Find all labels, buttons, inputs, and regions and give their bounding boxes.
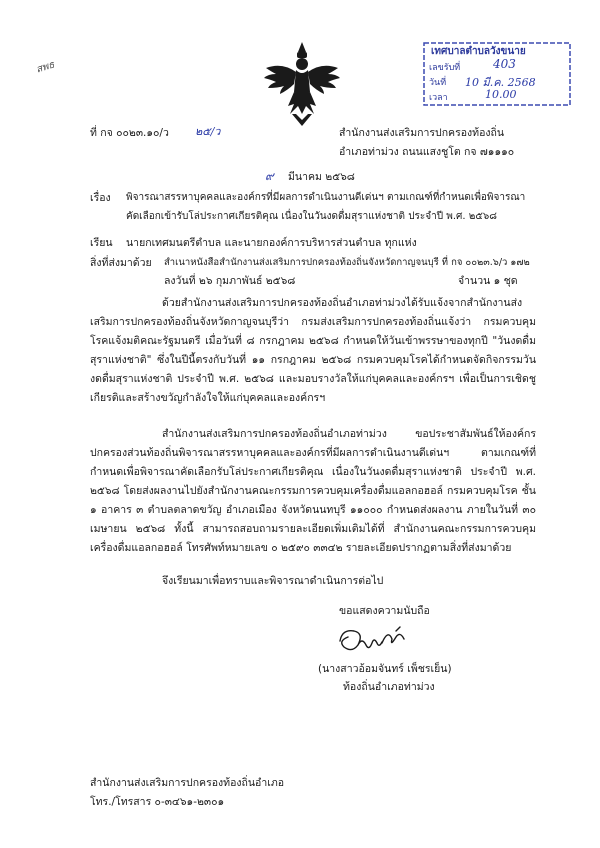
signer-name: (นางสาวอ้อมจันทร์ เพ็ชรเย็น) — [318, 663, 452, 675]
issuer-line-2: อำเภอท่าม่วง ถนนแสงชูโต กจ ๗๑๑๑๐ — [339, 146, 515, 158]
document-number-handwritten: ๒๕/ว — [195, 125, 221, 138]
footer-phone: โทร./โทรสาร ๐-๓๔๖๑-๒๓๐๑ — [90, 796, 225, 808]
closing-request: จึงเรียนมาเพื่อทราบและพิจารณาดำเนินการต่อไป — [162, 575, 384, 587]
stamp-org: เทศบาลตำบลวังขนาย — [431, 46, 526, 57]
issuer-line-1: สำนักงานส่งเสริมการปกครองท้องถิ่น — [339, 127, 505, 139]
margin-handwritten-note: สพธ — [34, 59, 57, 76]
garuda-emblem — [262, 40, 342, 128]
signature — [332, 625, 412, 659]
stamp-time-label: เวลา — [429, 93, 448, 103]
stamp-time-value: 10.00 — [485, 88, 517, 101]
date-handwritten-day: ๙ — [265, 169, 274, 183]
footer-office: สำนักงานส่งเสริมการปกครองท้องถิ่นอำเภอ — [90, 777, 285, 789]
document-date: มีนาคม ๒๕๖๘ — [288, 171, 355, 183]
attachment-label: สิ่งที่ส่งมาด้วย — [90, 257, 152, 269]
document-number: ที่ กจ ๐๐๒๓.๑๐/ว — [90, 127, 169, 139]
signer-position: ท้องถิ่นอำเภอท่าม่วง — [343, 681, 435, 693]
body-paragraph-1: ด้วยสำนักงานส่งเสริมการปกครองท้องถิ่นอำเภอท่าม่วงได้รับแจ้งจากสำนักงานส่งเสริมการปกครองท้องถิ่นจังหวัดกาญจนบุรีว่า กรมส่งเสริมการปกครองท้องถิ่นแจ้งว่า กรมควบคุมโรคแจ้งมติคณะรัฐมนตรี เมื่อวันที่ ๘ กรกฎาคม ๒๕๖๘ กำหนดให้วันเข้าพรรษาของทุกปี "วันงดดื่มสุราแห่งชาติ" ซึ่งในปีนี้ตรงกับวันที่ ๑๑ กรกฎาคม ๒๕๖๘ กรมควบคุมโรคได้กำหนดจัดกิจกรรมวันงดดื่มสุราแห่งชาติ ประจำปี พ.ศ. ๒๕๖๘ และมอบรางวัลให้แก่บุคคลและองค์กรฯ เพื่อเป็นการเชิดชูเกียรติและสร้างขวัญกำลังใจให้แก่บุคคลและองค์กรฯ — [90, 297, 536, 404]
attachment-line-2: ลงวันที่ ๒๖ กุมภาพันธ์ ๒๕๖๘ — [164, 275, 296, 287]
receiving-stamp — [423, 42, 571, 106]
stamp-date-value: 10 มี.ค. 2568 — [465, 76, 536, 89]
body-paragraph-2: สำนักงานส่งเสริมการปกครองท้องถิ่นอำเภอท่าม่วง ขอประชาสัมพันธ์ให้องค์กรปกครองส่วนท้องถิ่นพิจารณาสรรหาบุคคลและองค์กรที่มีผลการดำเนินงานดีเด่นฯ ตามเกณฑ์ที่กำหนดเพื่อพิจารณาคัดเลือกรับโล่ประกาศเกียรติคุณ เนื่องในวันงดดื่มสุราแห่งชาติ ประจำปี พ.ศ. ๒๕๖๘ โดยส่งผลงานไปยังสำนักงานคณะกรรมการควบคุมเครื่องดื่มแอลกอฮอล์ กรมควบคุมโรค ชั้น ๑ อาคาร ๓ ตำบลตลาดขวัญ อำเภอเมือง จังหวัดนนทบุรี ๑๑๐๐๐ กำหนดส่งผลงาน ภายในวันที่ ๓๐ เมษายน ๒๕๖๘ ทั้งนี้ สามารถสอบถามรายละเอียดเพิ่มเติมได้ที่ สำนักงานคณะกรรมการควบคุมเครื่องดื่มแอลกอฮอล์ โทรศัพท์หมายเลข ๐ ๒๕๙๐ ๓๓๔๒ รายละเอียดปรากฏตามสิ่งที่ส่งมาด้วย — [90, 428, 536, 554]
attachment-line-1: สำเนาหนังสือสำนักงานส่งเสริมการปกครองท้องถิ่นจังหวัดกาญจนบุรี ที่ กจ ๐๐๒๓.๖/ว ๑๗๒ — [164, 257, 530, 268]
salutation-recipients: นายกเทศมนตรีตำบล และนายกองค์การบริหารส่วนตำบล ทุกแห่ง — [126, 237, 417, 249]
subject-line-1: พิจารณาสรรหาบุคคลและองค์กรที่มีผลการดำเนินงานดีเด่นฯ ตามเกณฑ์ที่กำหนดเพื่อพิจารณา — [126, 192, 526, 203]
subject-label: เรื่อง — [90, 192, 111, 204]
stamp-date-label: วันที่ — [429, 78, 447, 88]
stamp-recv-label: เลขรับที่ — [429, 63, 461, 73]
attachment-quantity: จำนวน ๑ ชุด — [458, 275, 518, 287]
subject-line-2: คัดเลือกเข้ารับโล่ประกาศเกียรติคุณ เนื่องในวันงดดื่มสุราแห่งชาติ ประจำปี พ.ศ. ๒๕๖๘ — [126, 211, 497, 222]
regards: ขอแสดงความนับถือ — [339, 605, 430, 617]
salutation-label: เรียน — [90, 237, 113, 249]
stamp-recv-no: 403 — [493, 57, 516, 71]
